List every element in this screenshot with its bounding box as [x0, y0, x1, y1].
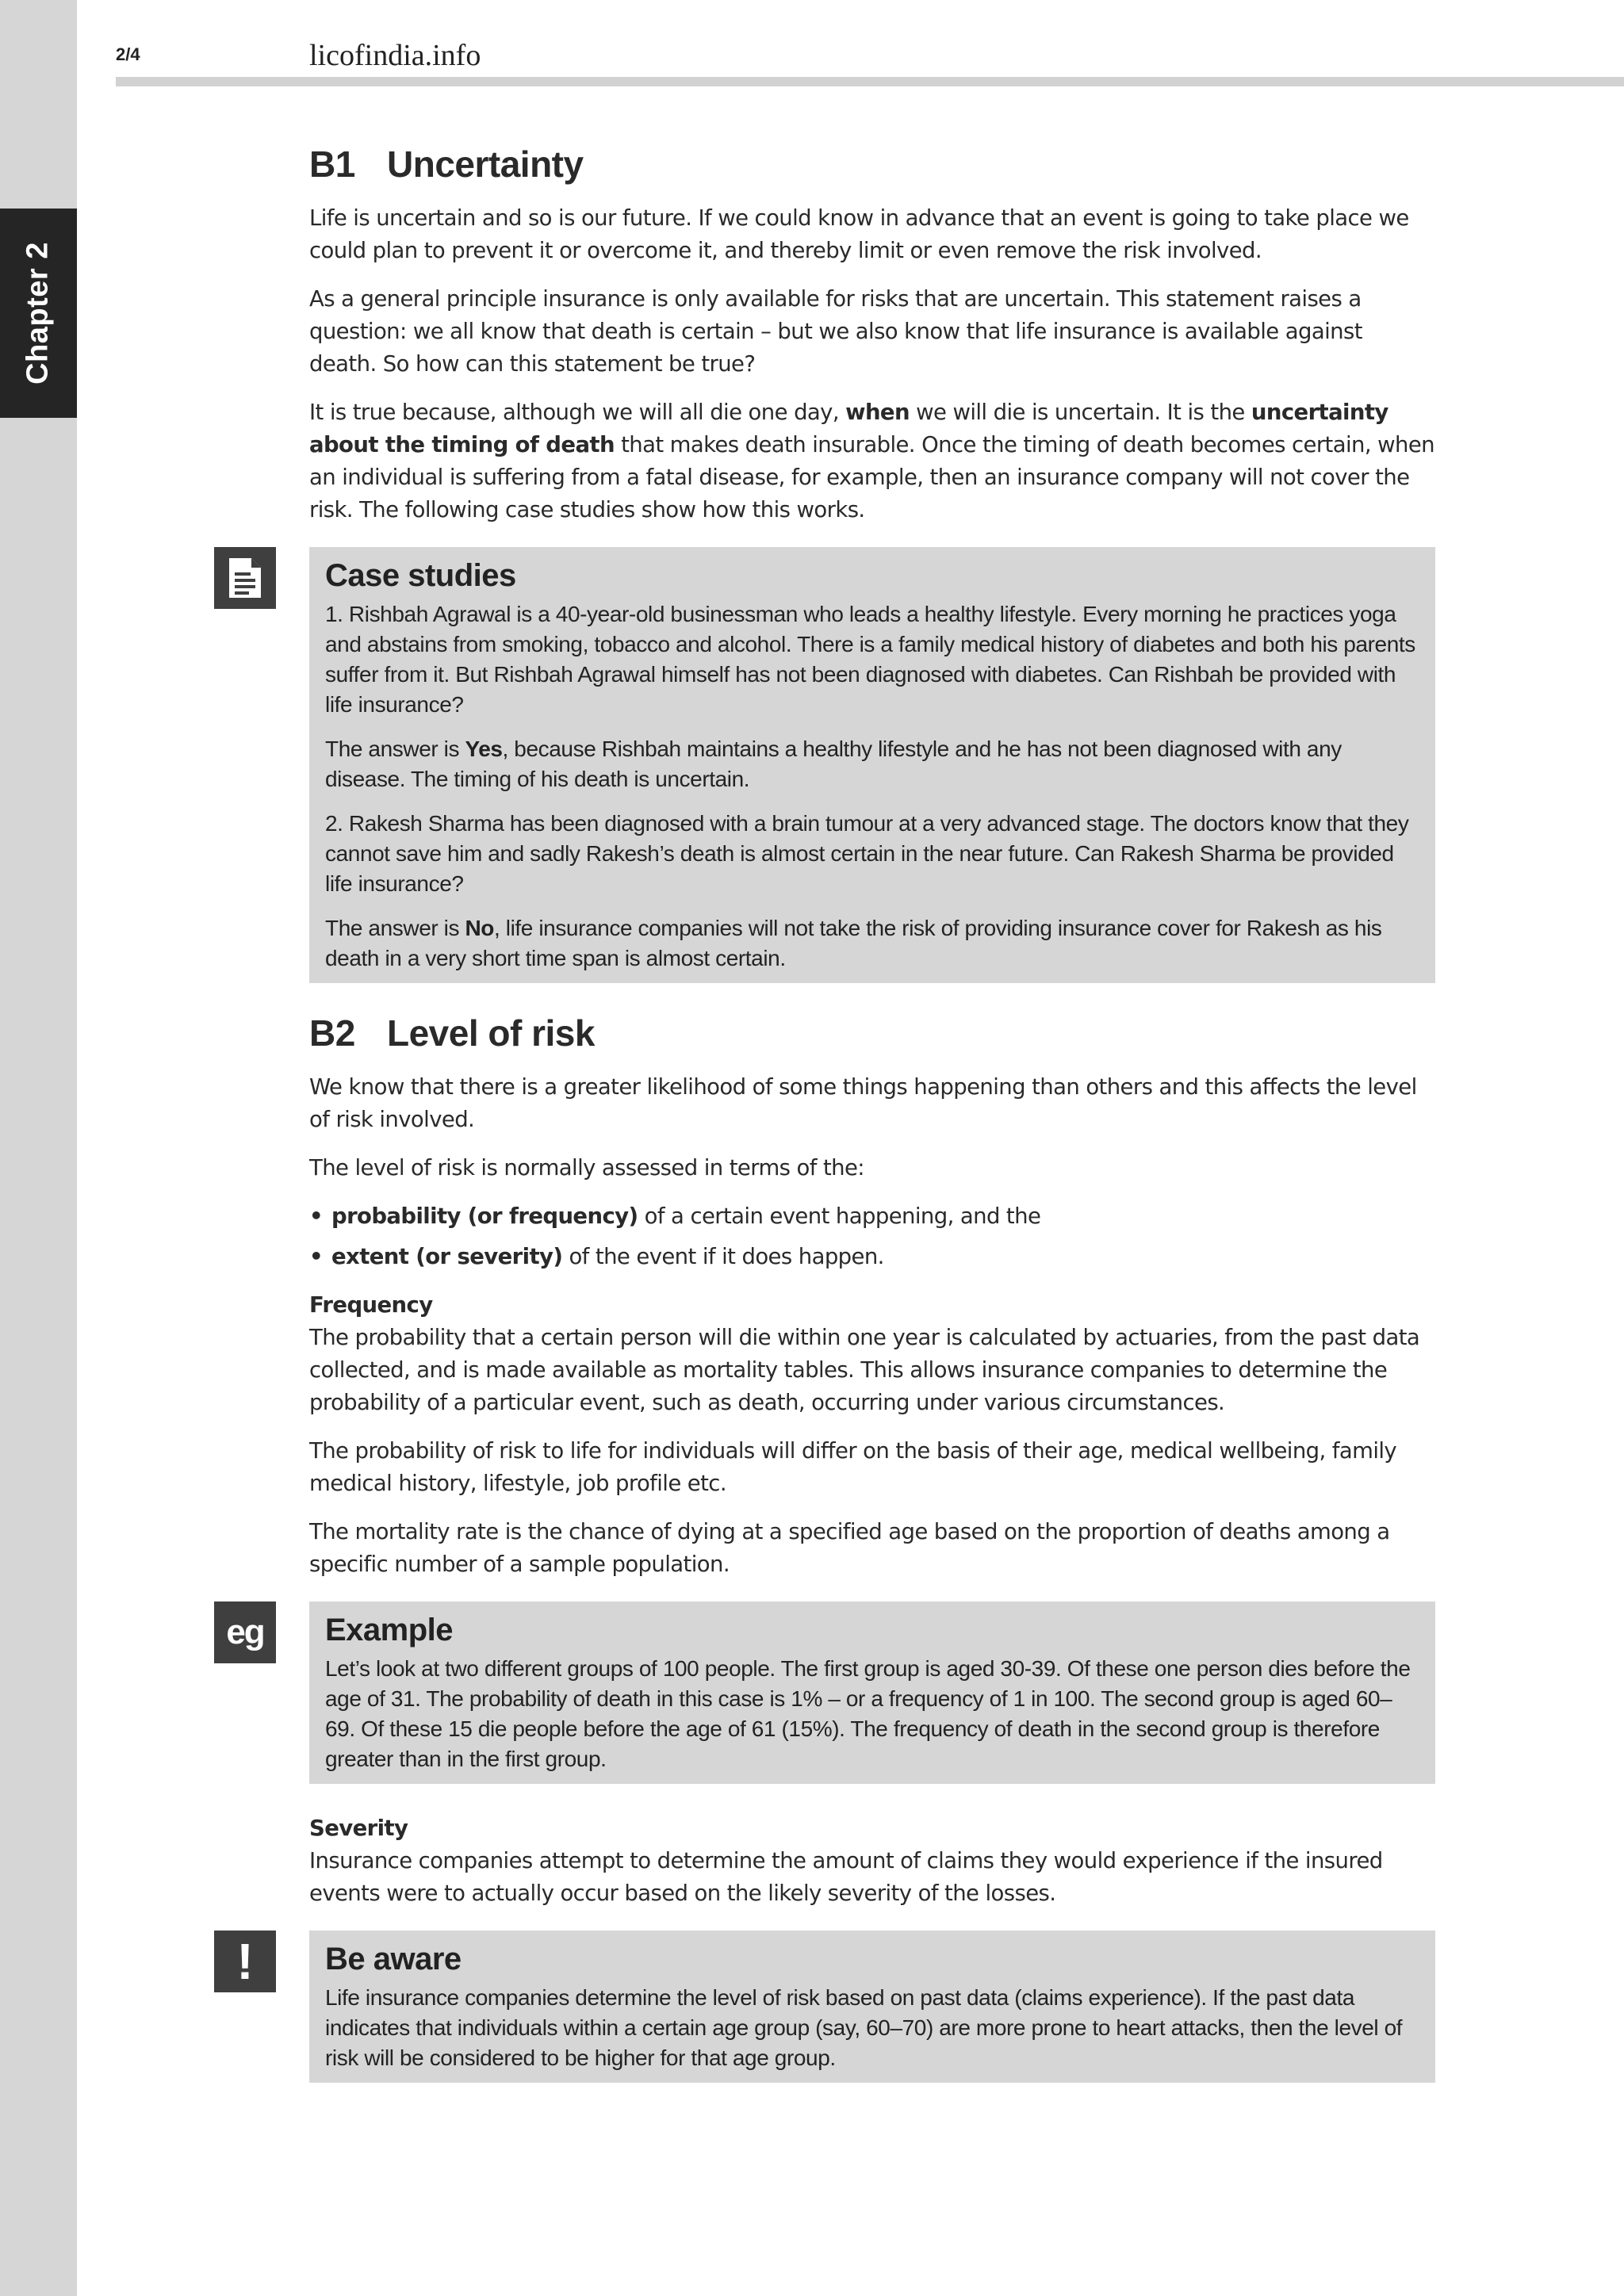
list-item: [309, 1241, 1435, 1273]
bold-text: probability (or frequency): [331, 1203, 638, 1230]
bold-text: uncertainty about the timing of death: [309, 400, 1388, 458]
paragraph: The level of risk is normally assessed in terms of the:: [309, 1155, 864, 1181]
section-title: Uncertainty: [387, 144, 584, 185]
bold-text: No: [465, 916, 494, 941]
box-title: Example: [325, 1613, 454, 1648]
example-box: [226, 1601, 1435, 1784]
paragraph: Insurance companies attempt to determine the amount of claims they would experience if the insured events were to actually occur based on the likely severity of the losses.: [309, 1848, 1383, 1907]
box-paragraph: 1. Rishbah Agrawal is a 40-year-old businessman who leads a healthy lifestyle. Every morning he practices yoga and abstains from smoking, tobacco and alcohol. There is a family medical history of diabetes and both his parents suffer from it. But Rishbah Agrawal himself has not been diagnosed with diabetes. Can Rishbah be provided with life insurance?: [325, 602, 1415, 718]
example-icon-label: eg: [226, 1613, 264, 1652]
text-run: , life insurance companies will not take the risk of providing insurance cover for Rakesh as his death in a very short time span is almost certain.: [325, 916, 1382, 971]
paragraph: As a general principle insurance is only available for risks that are uncertain. This statement raises a question: we all know that death is certain – but we also know that life insurance is available against death. So how can this statement be true?: [309, 286, 1362, 377]
list-item: [309, 1200, 1435, 1233]
text-run: The answer is: [325, 916, 465, 941]
box-title: Case studies: [325, 558, 516, 594]
section-number: B2: [309, 1012, 355, 1054]
box-paragraph: 2. Rakesh Sharma has been diagnosed with a brain tumour at a very advanced stage. The doctors know that they cannot save him and sadly Rakesh’s death is almost certain in the near future. Can Rakesh Sharma be provided life insurance?: [325, 811, 1409, 897]
exclamation-icon: [214, 1931, 276, 1992]
header-rule: [116, 77, 1624, 86]
box-title: Be aware: [325, 1942, 462, 1977]
case-studies-box: [309, 547, 1435, 983]
box-paragraph: Life insurance companies determine the level of risk based on past data (claims experience). If the past data indicates that individuals within a certain age group (say, 60–70) are more prone to heart attacks, then the level of risk will be considered to be higher for that age group.: [325, 1985, 1403, 2071]
box-paragraph: Let’s look at two different groups of 100 people. The first group is aged 30-39. Of these one person dies before the age of 31. The probability of death in this case is 1% – or a frequency of 1 in 100. The second group is aged 60–69. Of these 15 die people before the age of 61 (15%). The frequency of death in the second group is therefore greater than in the first group.: [325, 1656, 1411, 1772]
subheading-frequency: Frequency: [309, 1292, 433, 1318]
text-run: The answer is: [325, 737, 465, 762]
bullet-icon: •: [309, 1244, 323, 1270]
paragraph: Life is uncertain and so is our future. If we could know in advance that an event is going to take place we could plan to prevent it or overcome it, and thereby limit or even remove the risk involved.: [309, 205, 1409, 264]
paragraph: We know that there is a greater likelihood of some things happening than others and this affects the level of risk involved.: [309, 1074, 1417, 1133]
exclamation-icon-label: !: [236, 1933, 254, 1991]
section-heading-b1: [309, 143, 1435, 186]
example-icon: [214, 1601, 276, 1663]
bold-text: extent (or severity): [331, 1244, 563, 1270]
text-run: that makes death insurable. Once the timing of death becomes certain, when an individual is suffering from a fatal disease, for example, then an insurance company will not cover the risk. The following case studies show how this works.: [309, 432, 1435, 523]
bold-text: Yes: [465, 737, 503, 762]
page-number: 2/4: [116, 44, 140, 64]
paragraph: [309, 396, 1435, 526]
site-name: licofindia.info: [309, 39, 481, 72]
bold-text: when: [845, 400, 910, 426]
section-number: B1: [309, 144, 355, 185]
text-run: It is true because, although we will all die one day,: [309, 400, 846, 426]
subheading-severity: Severity: [309, 1816, 408, 1842]
section-title: Level of risk: [387, 1012, 595, 1054]
text-run: , because Rishbah maintains a healthy lifestyle and he has not been diagnosed with any disease. The timing of his death is uncertain.: [325, 737, 1342, 792]
box-paragraph: [325, 913, 1418, 974]
bullet-list: [309, 1200, 1435, 1273]
paragraph: The probability of risk to life for individuals will differ on the basis of their age, medical wellbeing, family medical history, lifestyle, job profile etc.: [309, 1438, 1397, 1497]
paragraph: The mortality rate is the chance of dying at a specified age based on the proportion of deaths among a specific number of a sample population.: [309, 1519, 1390, 1578]
box-paragraph: [325, 734, 1418, 794]
be-aware-box: [236, 1931, 1435, 2083]
paragraph: The probability that a certain person will die within one year is calculated by actuaries, from the past data collected, and is made available as mortality tables. This allows insurance companies to determine the probability of a particular event, such as death, occurring under various circumstances.: [309, 1325, 1420, 1416]
main-content: [226, 143, 1435, 2111]
text-run: of the event if it does happen.: [562, 1244, 884, 1270]
text-run: of a certain event happening, and the: [638, 1203, 1041, 1230]
document-icon: [214, 547, 276, 609]
bullet-icon: •: [309, 1203, 323, 1230]
text-run: we will die is uncertain. It is the: [909, 400, 1251, 426]
section-heading-b2: [309, 1012, 1435, 1055]
chapter-label: Chapter 2: [21, 242, 55, 385]
